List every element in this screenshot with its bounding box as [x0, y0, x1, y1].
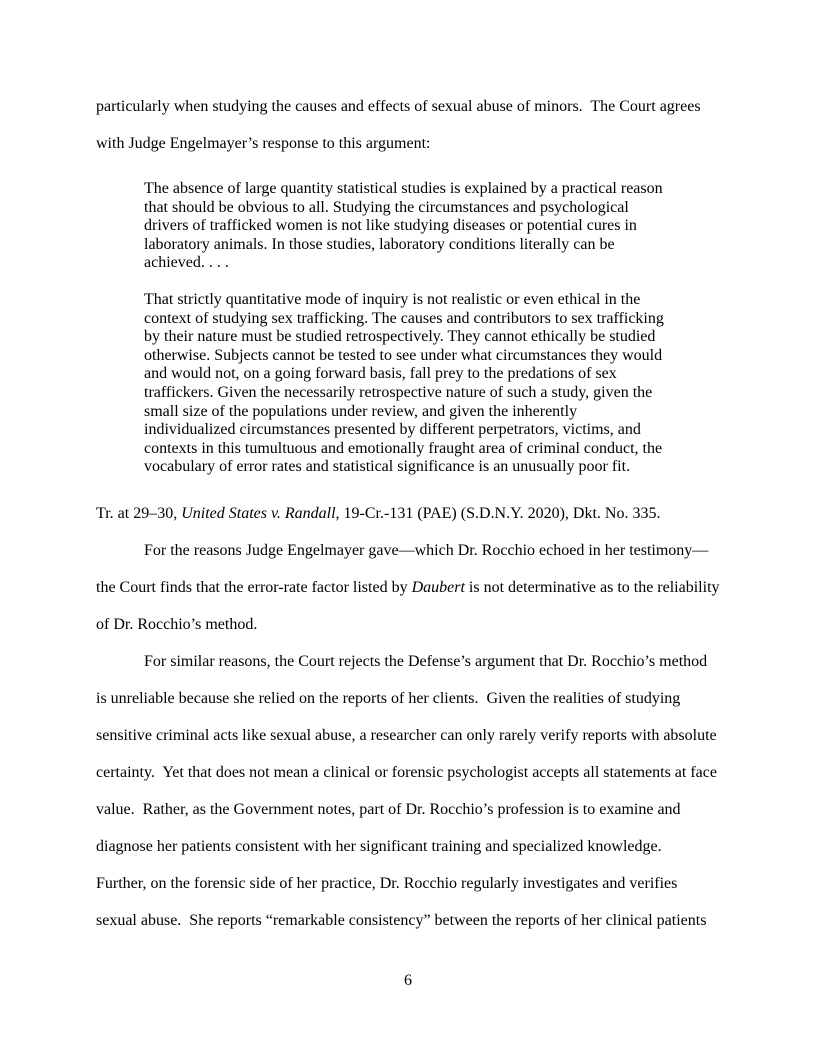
paragraph-reasons — [96, 532, 724, 643]
citation-prefix: Tr. at 29–30, — [96, 504, 182, 522]
document-body — [96, 88, 724, 939]
paragraph-reasons-text-2: is not determinative as to the reliability of Dr. Rocchio’s method. — [96, 578, 724, 633]
daubert-case-reference: Daubert — [411, 578, 465, 596]
block-quote-2: That strictly quantitative mode of inquiry is not realistic or even ethical in the context of studying sex trafficking. The causes and contributors to sex trafficking by their nature must be studied retrospectively. They cannot ethically be studied otherwise. Subjects cannot be tested to see under what circumstances they would and would not, on a going forward basis, fall prey to the predations of sex traffickers. Given the necessarily retrospective nature of such a study, given the small size of the populations under review, and given the inherently individualized circumstances presented by different perpetrators, victims, and contexts in this tumultuous and emotionally fraught area of criminal conduct, the vocabulary of error rates and statistical significance is an unusually poor fit. — [144, 290, 668, 476]
case-name: United States v. Randall — [181, 504, 336, 522]
paragraph-continuation: particularly when studying the causes and effects of sexual abuse of minors. The Court agrees with Judge Engelmayer’s response to this argument: — [96, 98, 705, 152]
paragraph-similar-reasons: For similar reasons, the Court rejects the Defense’s argument that Dr. Rocchio’s method is unreliable because she relied on the reports of her clients. Given the realities of studying sensitive criminal acts like sexual abuse, a researcher can only rarely verify reports with absolute certainty. Yet that does not mean a clinical or forensic psychologist accepts all statements at face value. Rather, as the Government notes, part of Dr. Rocchio’s profession is to examine and diagnose her patients consistent with her significant training and specialized knowledge. Further, on the forensic side of her practice, Dr. Rocchio regularly investigates and verifies sexual abuse. She reports “remarkable consistency” between the reports of her clinical patients — [96, 652, 721, 929]
citation-suffix: , 19-Cr.-131 (PAE) (S.D.N.Y. 2020), Dkt. No. 335. — [335, 504, 661, 522]
page-number: 6 — [404, 972, 412, 989]
citation-line — [96, 495, 720, 532]
block-quote-1: The absence of large quantity statistical studies is explained by a practical reason that should be obvious to all. Studying the circumstances and psychological drivers of trafficked women is not like studying diseases or potential cures in laboratory animals. In those studies, laboratory conditions literally can be achieved. . . . — [144, 180, 667, 272]
paragraph-reasons-text-1: For the reasons Judge Engelmayer gave—which Dr. Rocchio echoed in her testimony—the Court finds that the error-rate factor listed by — [96, 541, 709, 596]
